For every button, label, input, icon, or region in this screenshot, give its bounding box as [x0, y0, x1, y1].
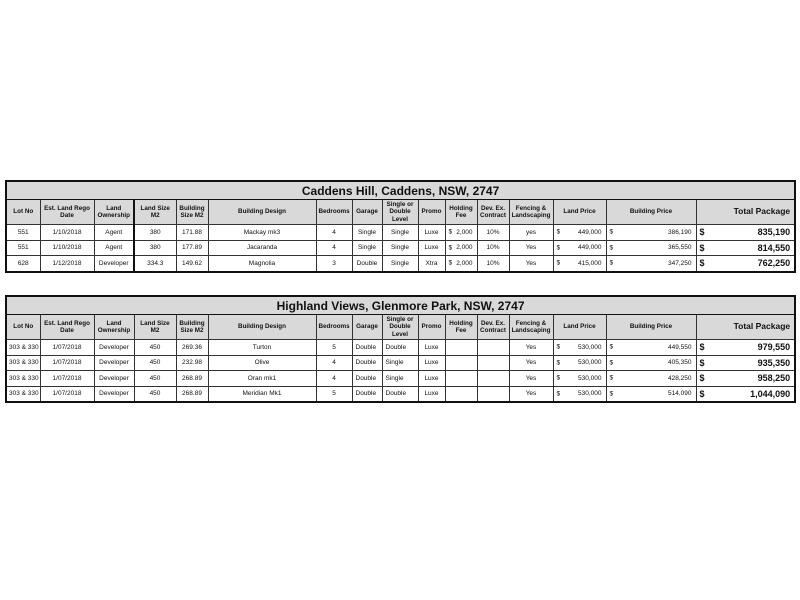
cell-fencing: Yes	[509, 371, 553, 387]
table-row	[6, 371, 795, 387]
col-header: Garage	[352, 200, 382, 225]
cell-dev-ex	[477, 386, 509, 402]
cell-garage: Double	[352, 371, 382, 387]
cell-holding-fee	[445, 371, 477, 387]
cell-garage: Single	[352, 225, 382, 241]
cell-land-size: 450	[134, 340, 176, 356]
col-header: Holding Fee	[445, 200, 477, 225]
cell-date: 1/07/2018	[40, 340, 94, 356]
cell-land-price	[553, 340, 606, 356]
cell-design: Meridian Mk1	[208, 386, 316, 402]
col-header: Building Size M2	[176, 315, 208, 340]
currency-symbol: $	[556, 244, 561, 252]
cell-building-size: 177.89	[176, 240, 208, 256]
cell-building-size: 268.89	[176, 386, 208, 402]
col-header: Est. Land Rego Date	[40, 315, 94, 340]
highland-views-table	[5, 295, 796, 403]
land-price-value: 530,000	[578, 390, 602, 398]
currency-symbol: $	[556, 228, 561, 236]
cell-lot: 551	[6, 225, 40, 241]
cell-design: Mackay mk3	[208, 225, 316, 241]
cell-design: Magnolia	[208, 256, 316, 272]
cell-land-size: 334.3	[134, 256, 176, 272]
cell-holding-fee	[445, 225, 477, 241]
cell-land-price	[553, 225, 606, 241]
col-header: Bedrooms	[316, 200, 352, 225]
cell-dev-ex: 10%	[477, 240, 509, 256]
currency-symbol: $	[556, 359, 561, 367]
cell-total-package	[696, 340, 795, 356]
land-price-value: 530,000	[578, 343, 602, 351]
cell-land-size: 380	[134, 240, 176, 256]
col-header: Single or Double Level	[382, 200, 418, 225]
cell-level: Double	[382, 340, 418, 356]
cell-lot: 303 & 330	[6, 355, 40, 371]
currency-symbol: $	[699, 242, 705, 253]
cell-dev-ex	[477, 371, 509, 387]
currency-symbol: $	[609, 390, 614, 398]
building-price-value: 428,250	[668, 374, 692, 382]
cell-fencing: Yes	[509, 256, 553, 272]
cell-level: Single	[382, 225, 418, 241]
cell-holding-fee	[445, 256, 477, 272]
cell-land-price	[553, 256, 606, 272]
currency-symbol: $	[609, 359, 614, 367]
cell-total-package	[696, 225, 795, 241]
cell-bedrooms: 3	[316, 256, 352, 272]
col-header: Promo	[418, 200, 445, 225]
col-header: Lot No	[6, 200, 40, 225]
cell-total-package	[696, 240, 795, 256]
cell-land-size: 450	[134, 371, 176, 387]
building-price-value: 514,090	[668, 390, 692, 398]
cell-ownership: Developer	[94, 256, 134, 272]
currency-symbol: $	[699, 373, 705, 384]
table-title: Highland Views, Glenmore Park, NSW, 2747	[6, 296, 795, 315]
table-row	[6, 240, 795, 256]
cell-land-size: 450	[134, 386, 176, 402]
cell-lot: 551	[6, 240, 40, 256]
cell-bedrooms: 5	[316, 386, 352, 402]
currency-symbol: $	[556, 343, 561, 351]
cell-building-price	[606, 371, 696, 387]
cell-fencing: Yes	[509, 340, 553, 356]
building-price-value: 405,350	[668, 359, 692, 367]
building-price-value: 365,550	[668, 244, 692, 252]
building-price-value: 347,250	[668, 259, 692, 267]
cell-fencing: yes	[509, 225, 553, 241]
cell-date: 1/12/2018	[40, 256, 94, 272]
cell-dev-ex	[477, 355, 509, 371]
total-package-value: 835,190	[757, 227, 791, 238]
cell-land-size: 450	[134, 355, 176, 371]
building-price-value: 386,190	[668, 228, 692, 236]
col-header: Building Size M2	[176, 200, 208, 225]
cell-design: Turton	[208, 340, 316, 356]
table-row	[6, 340, 795, 356]
col-header: Total Package	[696, 200, 795, 225]
cell-ownership: Agent	[94, 240, 134, 256]
cell-date: 1/07/2018	[40, 355, 94, 371]
land-price-value: 530,000	[578, 359, 602, 367]
cell-land-price	[553, 386, 606, 402]
cell-building-size: 232.98	[176, 355, 208, 371]
table-row	[6, 355, 795, 371]
cell-date: 1/07/2018	[40, 386, 94, 402]
cell-level: Single	[382, 240, 418, 256]
building-price-value: 449,550	[668, 343, 692, 351]
col-header: Total Package	[696, 315, 795, 340]
cell-building-size: 171.88	[176, 225, 208, 241]
cell-fencing: Yes	[509, 240, 553, 256]
col-header: Single or Double Level	[382, 315, 418, 340]
holding-fee-value: 2,000	[456, 244, 473, 252]
cell-dev-ex: 10%	[477, 225, 509, 241]
col-header: Land Size M2	[134, 315, 176, 340]
currency-symbol: $	[556, 390, 561, 398]
col-header: Fencing & Landscaping	[509, 315, 553, 340]
currency-symbol: $	[609, 228, 614, 236]
cell-garage: Double	[352, 386, 382, 402]
cell-lot: 628	[6, 256, 40, 272]
col-header: Bedrooms	[316, 315, 352, 340]
holding-fee-value: 2,000	[456, 259, 473, 267]
cell-fencing: Yes	[509, 355, 553, 371]
cell-ownership: Developer	[94, 355, 134, 371]
cell-holding-fee	[445, 355, 477, 371]
cell-bedrooms: 4	[316, 355, 352, 371]
cell-total-package	[696, 256, 795, 272]
cell-design: Jacaranda	[208, 240, 316, 256]
cell-building-price	[606, 225, 696, 241]
col-header: Fencing & Landscaping	[509, 200, 553, 225]
cell-level: Double	[382, 386, 418, 402]
table-row	[6, 256, 795, 272]
cell-date: 1/07/2018	[40, 371, 94, 387]
total-package-value: 958,250	[757, 373, 791, 384]
cell-garage: Single	[352, 240, 382, 256]
total-package-value: 762,250	[757, 258, 791, 269]
cell-garage: Double	[352, 340, 382, 356]
cell-promo: Luxe	[418, 386, 445, 402]
header-row	[6, 200, 795, 225]
col-header: Est. Land Rego Date	[40, 200, 94, 225]
cell-dev-ex	[477, 340, 509, 356]
cell-garage: Double	[352, 256, 382, 272]
cell-fencing: Yes	[509, 386, 553, 402]
cell-level: Single	[382, 256, 418, 272]
currency-symbol: $	[699, 342, 705, 353]
col-header: Land Price	[553, 200, 606, 225]
col-header: Land Size M2	[134, 200, 176, 225]
col-header: Lot No	[6, 315, 40, 340]
col-header: Garage	[352, 315, 382, 340]
cell-land-price	[553, 240, 606, 256]
col-header: Dev. Ex. Contract	[477, 200, 509, 225]
cell-dev-ex: 10%	[477, 256, 509, 272]
cell-total-package	[696, 371, 795, 387]
cell-garage: Double	[352, 355, 382, 371]
currency-symbol: $	[609, 244, 614, 252]
cell-building-size: 268.89	[176, 371, 208, 387]
table-title: Caddens Hill, Caddens, NSW, 2747	[6, 181, 795, 200]
cell-bedrooms: 4	[316, 371, 352, 387]
currency-symbol: $	[699, 258, 705, 269]
cell-lot: 303 & 330	[6, 371, 40, 387]
holding-fee-value: 2,000	[456, 228, 473, 236]
cell-design: Oran mk1	[208, 371, 316, 387]
currency-symbol: $	[699, 357, 705, 368]
currency-symbol: $	[699, 227, 705, 238]
col-header: Holding Fee	[445, 315, 477, 340]
cell-promo: Luxe	[418, 355, 445, 371]
cell-total-package	[696, 355, 795, 371]
col-header: Promo	[418, 315, 445, 340]
cell-promo: Luxe	[418, 371, 445, 387]
col-header: Land Price	[553, 315, 606, 340]
cell-level: Single	[382, 355, 418, 371]
col-header: Building Design	[208, 200, 316, 225]
total-package-value: 935,350	[757, 357, 791, 368]
cell-holding-fee	[445, 340, 477, 356]
cell-date: 1/10/2018	[40, 225, 94, 241]
col-header: Land Ownership	[94, 200, 134, 225]
col-header: Land Ownership	[94, 315, 134, 340]
currency-symbol: $	[448, 228, 453, 236]
cell-building-price	[606, 386, 696, 402]
cell-lot: 303 & 330	[6, 340, 40, 356]
cell-promo: Luxe	[418, 240, 445, 256]
cell-promo: Xtra	[418, 256, 445, 272]
cell-ownership: Agent	[94, 225, 134, 241]
cell-bedrooms: 5	[316, 340, 352, 356]
cell-building-size: 149.62	[176, 256, 208, 272]
cell-building-price	[606, 340, 696, 356]
total-package-value: 1,044,090	[750, 388, 791, 399]
cell-design: Olive	[208, 355, 316, 371]
table-row	[6, 225, 795, 241]
cell-bedrooms: 4	[316, 225, 352, 241]
currency-symbol: $	[609, 343, 614, 351]
currency-symbol: $	[448, 244, 453, 252]
cell-holding-fee	[445, 386, 477, 402]
cell-holding-fee	[445, 240, 477, 256]
col-header: Building Price	[606, 315, 696, 340]
cell-promo: Luxe	[418, 340, 445, 356]
cell-ownership: Developer	[94, 340, 134, 356]
cell-land-price	[553, 355, 606, 371]
col-header: Building Design	[208, 315, 316, 340]
currency-symbol: $	[609, 374, 614, 382]
total-package-value: 814,550	[757, 242, 791, 253]
col-header: Building Price	[606, 200, 696, 225]
cell-bedrooms: 4	[316, 240, 352, 256]
currency-symbol: $	[448, 259, 453, 267]
cell-building-price	[606, 256, 696, 272]
cell-building-price	[606, 355, 696, 371]
land-price-value: 415,000	[578, 259, 602, 267]
col-header: Dev. Ex. Contract	[477, 315, 509, 340]
land-price-value: 449,000	[578, 244, 602, 252]
cell-date: 1/10/2018	[40, 240, 94, 256]
cell-lot: 303 & 330	[6, 386, 40, 402]
currency-symbol: $	[556, 259, 561, 267]
land-price-value: 530,000	[578, 374, 602, 382]
table-row	[6, 386, 795, 402]
cell-building-size: 269.36	[176, 340, 208, 356]
header-row	[6, 315, 795, 340]
cell-land-price	[553, 371, 606, 387]
cell-total-package	[696, 386, 795, 402]
currency-symbol: $	[609, 259, 614, 267]
land-price-value: 449,000	[578, 228, 602, 236]
cell-ownership: Developer	[94, 386, 134, 402]
cell-building-price	[606, 240, 696, 256]
cell-level: Single	[382, 371, 418, 387]
currency-symbol: $	[556, 374, 561, 382]
total-package-value: 979,550	[757, 342, 791, 353]
currency-symbol: $	[699, 388, 705, 399]
caddens-hill-table	[5, 180, 796, 273]
cell-promo: Luxe	[418, 225, 445, 241]
cell-ownership: Developer	[94, 371, 134, 387]
cell-land-size: 380	[134, 225, 176, 241]
